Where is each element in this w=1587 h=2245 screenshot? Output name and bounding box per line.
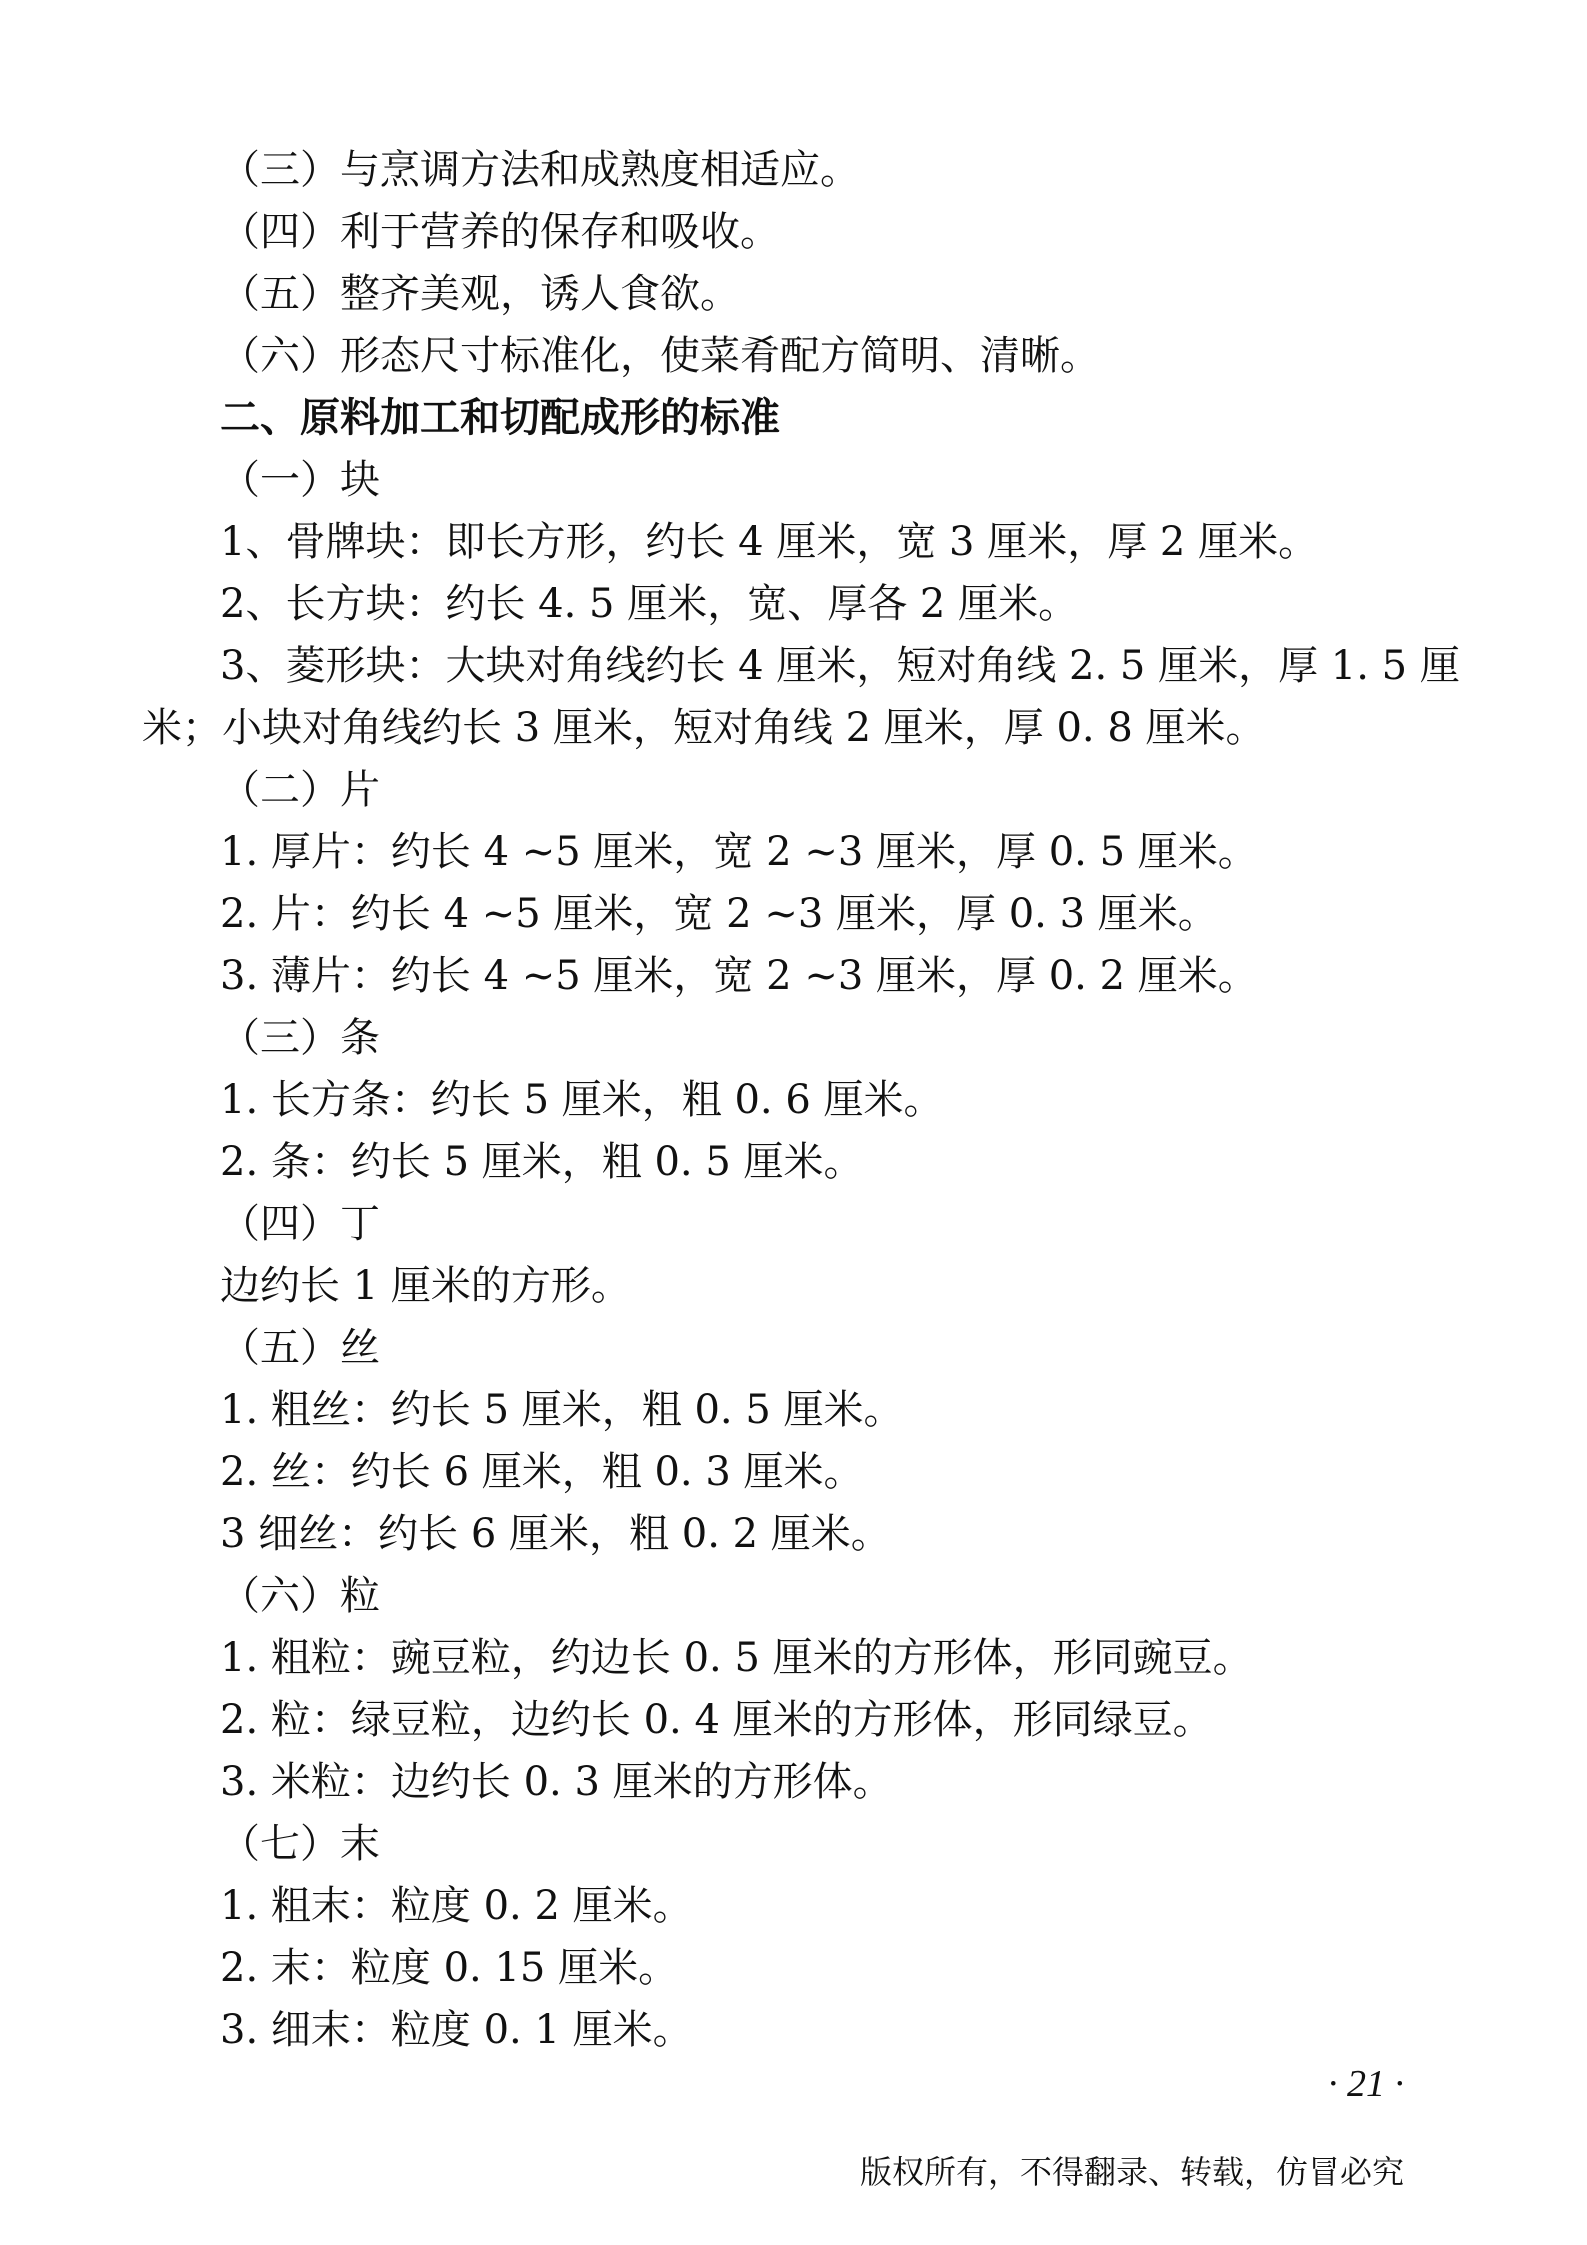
text-line: 2、长方块：约长 4. 5 厘米，宽、厚各 2 厘米。 <box>220 581 1079 627</box>
text-line: 3. 薄片：约长 4 ~5 厘米，宽 2 ~3 厘米，厚 0. 2 厘米。 <box>220 953 1258 999</box>
text-line: （三）与烹调方法和成熟度相适应。 <box>220 147 860 193</box>
text-line: 2. 条：约长 5 厘米，粗 0. 5 厘米。 <box>220 1139 864 1185</box>
text-line: 1、骨牌块：即长方形，约长 4 厘米，宽 3 厘米，厚 2 厘米。 <box>220 519 1319 565</box>
text-line: 1. 粗粒：豌豆粒，约边长 0. 5 厘米的方形体，形同豌豆。 <box>220 1635 1253 1681</box>
text-line: 3 细丝：约长 6 厘米，粗 0. 2 厘米。 <box>220 1511 891 1557</box>
text-line: 2. 粒：绿豆粒，边约长 0. 4 厘米的方形体，形同绿豆。 <box>220 1697 1213 1743</box>
subsection-heading: （二）片 <box>220 767 380 813</box>
subsection-heading: （七）末 <box>220 1821 380 1867</box>
text-line: 2. 丝：约长 6 厘米，粗 0. 3 厘米。 <box>220 1449 864 1495</box>
text-line: 2. 片：约长 4 ~5 厘米，宽 2 ~3 厘米，厚 0. 3 厘米。 <box>220 891 1218 937</box>
subsection-heading: （四）丁 <box>220 1201 380 1247</box>
text-line: 1. 厚片：约长 4 ~5 厘米，宽 2 ~3 厘米，厚 0. 5 厘米。 <box>220 829 1258 875</box>
text-line: （五）整齐美观，诱人食欲。 <box>220 271 740 317</box>
text-line: （四）利于营养的保存和吸收。 <box>220 209 780 255</box>
text-line: 米；小块对角线约长 3 厘米，短对角线 2 厘米，厚 0. 8 厘米。 <box>142 705 1266 751</box>
section-heading: 二、原料加工和切配成形的标准 <box>220 395 780 441</box>
subsection-heading: （三）条 <box>220 1015 380 1061</box>
text-line: 1. 长方条：约长 5 厘米，粗 0. 6 厘米。 <box>220 1077 944 1123</box>
text-line: （六）形态尺寸标准化，使菜肴配方简明、清晰。 <box>220 333 1100 379</box>
subsection-heading: （六）粒 <box>220 1573 380 1619</box>
copyright-footer: 版权所有，不得翻录、转载，仿冒必究 <box>859 2153 1404 2191</box>
text-line: 1. 粗丝：约长 5 厘米，粗 0. 5 厘米。 <box>220 1387 904 1433</box>
subsection-heading: （五）丝 <box>220 1325 380 1371</box>
text-line: 2. 末：粒度 0. 15 厘米。 <box>220 1945 679 1991</box>
text-line: 3、菱形块：大块对角线约长 4 厘米，短对角线 2. 5 厘米，厚 1. 5 厘 <box>220 643 1460 689</box>
page-number: · 21 · <box>1328 2063 1404 2105</box>
text-line: 3. 米粒：边约长 0. 3 厘米的方形体。 <box>220 1759 893 1805</box>
subsection-heading: （一）块 <box>220 457 380 503</box>
text-line: 3. 细末：粒度 0. 1 厘米。 <box>220 2007 693 2053</box>
text-line: 边约长 1 厘米的方形。 <box>220 1263 631 1309</box>
text-line: 1. 粗末：粒度 0. 2 厘米。 <box>220 1883 693 1929</box>
